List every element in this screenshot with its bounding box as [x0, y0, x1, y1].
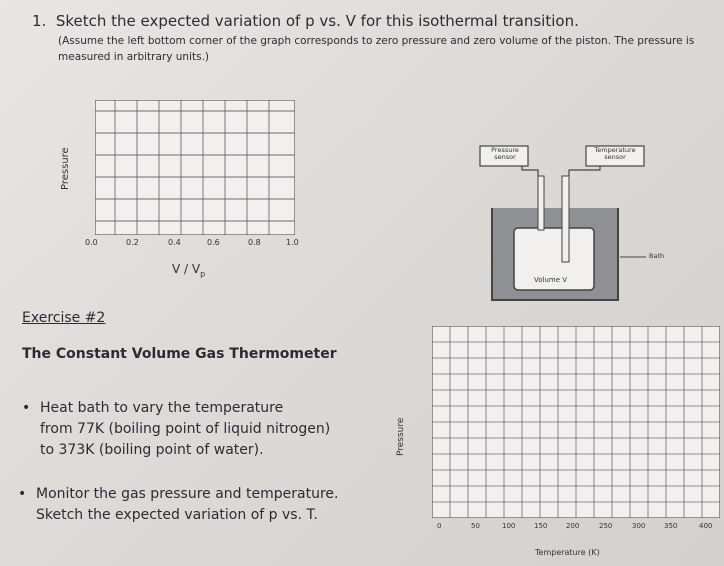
- tick-label: 0.2: [126, 238, 139, 247]
- exercise-subtitle: The Constant Volume Gas Thermometer: [22, 346, 337, 362]
- tick-label: 0.4: [168, 238, 181, 247]
- tick-label: 300: [632, 522, 646, 530]
- pv-ylabel: Pressure: [60, 147, 71, 190]
- pressure-sensor-label: Pressure sensor: [491, 146, 519, 161]
- bullet-monitor: • Monitor the gas pressure and temperature. Sketch the expected variation of p vs. T.: [18, 486, 339, 523]
- tick-label: 150: [534, 522, 548, 530]
- pv-xlabel: V / $V_p$: [172, 262, 206, 279]
- pv-graph: [95, 100, 295, 235]
- exercise-title: Exercise #2: [22, 310, 106, 326]
- tick-label: 0.8: [248, 238, 261, 247]
- bullet-dot: •: [22, 400, 31, 416]
- pt-xlabel: Temperature (K): [535, 548, 600, 557]
- tick-label: 0: [437, 522, 442, 530]
- question-note: (Assume the left bottom corner of the graph corresponds to zero pressure and zero volume of the piston. The pressure is measured in arbitrary units.): [58, 35, 695, 63]
- pt-graph: [432, 326, 720, 518]
- tick-label: 0.0: [85, 238, 98, 247]
- tick-label: 200: [566, 522, 580, 530]
- volume-label: Volume V: [534, 276, 568, 284]
- tick-label: 350: [664, 522, 678, 530]
- bullet-dot: •: [18, 486, 27, 502]
- tick-label: 50: [471, 522, 480, 530]
- tick-label: 0.6: [207, 238, 220, 247]
- question-title: 1. Sketch the expected variation of p vs. V for this isothermal transition.: [32, 12, 579, 30]
- tick-label: 100: [502, 522, 516, 530]
- tick-label: 1.0: [286, 238, 299, 247]
- apparatus-diagram: [470, 140, 690, 305]
- tick-label: 400: [699, 522, 713, 530]
- tick-label: 250: [599, 522, 613, 530]
- bullet-heat-bath: • Heat bath to vary the temperature from 77K (boiling point of liquid nitrogen) to 373K (boiling point of water).: [22, 400, 331, 458]
- temperature-sensor-label: Temperature sensor: [594, 146, 636, 161]
- pt-ylabel: Pressure: [396, 417, 406, 456]
- bath-label: Bath: [649, 252, 665, 260]
